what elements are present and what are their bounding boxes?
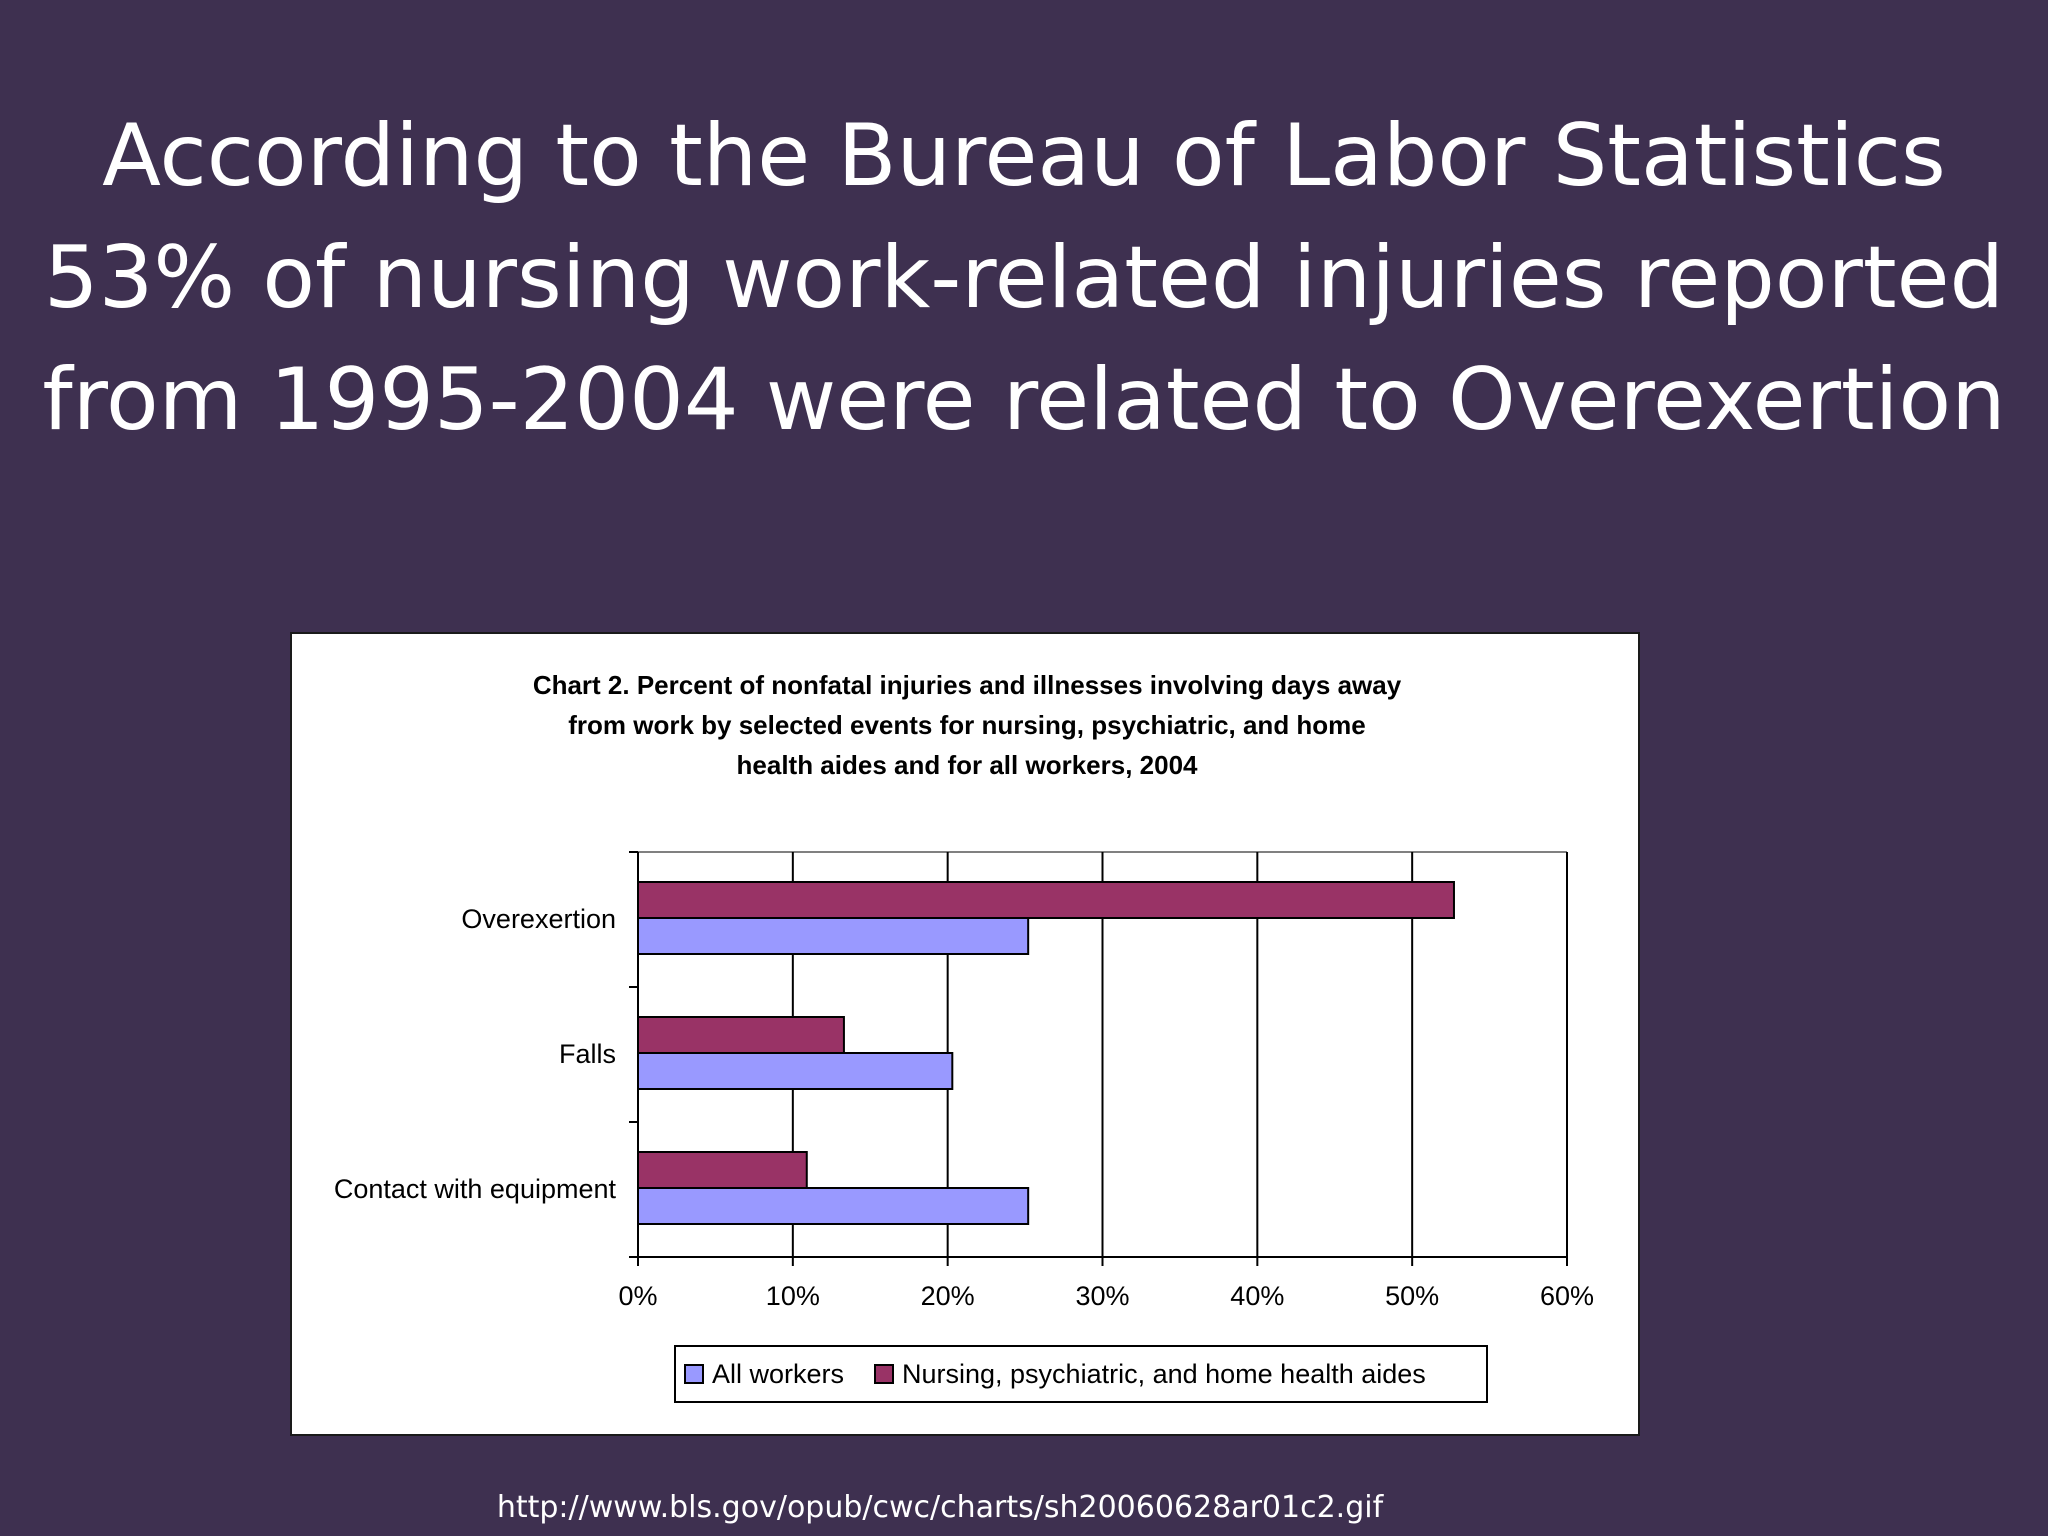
x-tick-label: 40% <box>1230 1281 1285 1311</box>
headline-line-2: 53% of nursing work-related injuries reported <box>43 228 2005 328</box>
chart-title-line-3: health aides and for all workers, 2004 <box>736 750 1198 780</box>
slide-headline <box>0 95 2048 461</box>
chart-title-line-1: Chart 2. Percent of nonfatal injuries and illnesses involving days away <box>532 670 1402 700</box>
category-label: Falls <box>558 1039 616 1069</box>
headline-line-1: According to the Bureau of Labor Statistics <box>102 106 1946 206</box>
legend-label-0: All workers <box>712 1359 845 1389</box>
x-tick-label: 0% <box>618 1281 658 1311</box>
x-tick-label: 60% <box>1539 1281 1595 1311</box>
category-label: Overexertion <box>461 904 616 934</box>
bar-all-workers-1 <box>638 1053 952 1089</box>
legend-swatch-0 <box>685 1365 703 1383</box>
chart-frame <box>290 632 1640 1436</box>
bar-all-workers-0 <box>638 918 1028 954</box>
source-url[interactable]: http://www.bls.gov/opub/cwc/charts/sh20060628ar01c2.gif <box>496 1490 1384 1525</box>
x-tick-label: 30% <box>1075 1281 1130 1311</box>
headline-line-3: from 1995-2004 were related to Overexertion <box>42 350 2006 450</box>
category-label: Contact with equipment <box>333 1174 616 1204</box>
bar-all-workers-2 <box>638 1188 1028 1224</box>
x-tick-label: 10% <box>765 1281 820 1311</box>
bar-nursing-2 <box>638 1152 807 1188</box>
legend-label-1: Nursing, psychiatric, and home health aides <box>902 1359 1426 1389</box>
x-tick-label: 50% <box>1385 1281 1440 1311</box>
bar-chart <box>292 634 1642 1438</box>
legend-swatch-1 <box>875 1365 893 1383</box>
bar-nursing-0 <box>638 882 1454 918</box>
x-tick-label: 20% <box>920 1281 975 1311</box>
bar-nursing-1 <box>638 1017 844 1053</box>
chart-title-line-2: from work by selected events for nursing, psychiatric, and home <box>568 710 1366 740</box>
